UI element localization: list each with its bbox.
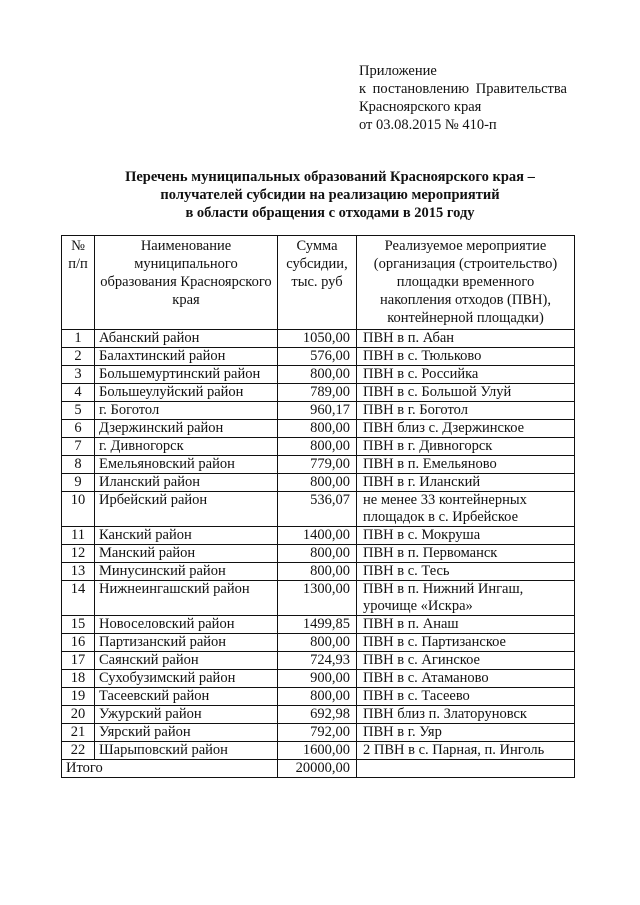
row-sum: 692,98 bbox=[278, 706, 357, 724]
row-name: Канский район bbox=[95, 527, 278, 545]
table-row bbox=[62, 616, 575, 634]
row-num: 3 bbox=[62, 366, 95, 384]
document-title bbox=[60, 168, 600, 222]
row-name: Большеулуйский район bbox=[95, 384, 278, 402]
table-row bbox=[62, 402, 575, 420]
table-row bbox=[62, 420, 575, 438]
row-sum: 1499,85 bbox=[278, 616, 357, 634]
row-sum: 576,00 bbox=[278, 348, 357, 366]
table-body bbox=[62, 330, 575, 760]
row-measure: ПВН в с. Партизанское bbox=[357, 634, 575, 652]
row-measure: ПВН в с. Тюльково bbox=[357, 348, 575, 366]
row-num: 15 bbox=[62, 616, 95, 634]
row-sum: 800,00 bbox=[278, 366, 357, 384]
row-num: 17 bbox=[62, 652, 95, 670]
row-num: 9 bbox=[62, 474, 95, 492]
row-name: Партизанский район bbox=[95, 634, 278, 652]
row-sum: 800,00 bbox=[278, 474, 357, 492]
row-name: Балахтинский район bbox=[95, 348, 278, 366]
appendix-date: от 03.08.2015 № 410-п bbox=[359, 117, 497, 133]
row-num: 22 bbox=[62, 742, 95, 760]
table-row bbox=[62, 742, 575, 760]
row-sum: 792,00 bbox=[278, 724, 357, 742]
row-name: Шарыповский район bbox=[95, 742, 278, 760]
table-row bbox=[62, 384, 575, 402]
table-row bbox=[62, 348, 575, 366]
row-num: 10 bbox=[62, 492, 95, 527]
subsidy-table bbox=[61, 235, 575, 778]
appendix-region: Красноярского края bbox=[359, 99, 482, 115]
table-row bbox=[62, 634, 575, 652]
row-name: Минусинский район bbox=[95, 563, 278, 581]
row-num: 2 bbox=[62, 348, 95, 366]
table-row bbox=[62, 724, 575, 742]
row-name: Иланский район bbox=[95, 474, 278, 492]
appendix-label: Приложение bbox=[359, 63, 437, 79]
appendix-decree: к постановлению Правительства bbox=[359, 81, 567, 97]
row-name: Уярский район bbox=[95, 724, 278, 742]
appendix-block bbox=[359, 62, 567, 134]
title-line-3: в области обращения с отходами в 2015 году bbox=[185, 205, 475, 221]
row-name: Емельяновский район bbox=[95, 456, 278, 474]
row-num: 11 bbox=[62, 527, 95, 545]
row-measure: ПВН в п. Абан bbox=[357, 330, 575, 348]
total-row bbox=[62, 760, 575, 778]
table-row bbox=[62, 581, 575, 616]
row-num: 5 bbox=[62, 402, 95, 420]
row-sum: 789,00 bbox=[278, 384, 357, 402]
row-measure: ПВН в п. Анаш bbox=[357, 616, 575, 634]
row-measure: ПВН близ с. Дзержинское bbox=[357, 420, 575, 438]
row-num: 19 bbox=[62, 688, 95, 706]
table-row bbox=[62, 706, 575, 724]
row-sum: 800,00 bbox=[278, 438, 357, 456]
row-sum: 800,00 bbox=[278, 634, 357, 652]
row-name: Новоселовский район bbox=[95, 616, 278, 634]
row-name: г. Дивногорск bbox=[95, 438, 278, 456]
row-sum: 1300,00 bbox=[278, 581, 357, 616]
table-row bbox=[62, 474, 575, 492]
row-measure: ПВН в г. Иланский bbox=[357, 474, 575, 492]
row-num: 4 bbox=[62, 384, 95, 402]
row-sum: 800,00 bbox=[278, 420, 357, 438]
row-sum: 724,93 bbox=[278, 652, 357, 670]
row-name: Большемуртинский район bbox=[95, 366, 278, 384]
row-measure: ПВН в с. Мокруша bbox=[357, 527, 575, 545]
row-measure: ПВН в г. Боготол bbox=[357, 402, 575, 420]
row-sum: 779,00 bbox=[278, 456, 357, 474]
title-line-1: Перечень муниципальных образований Красноярского края – bbox=[125, 169, 535, 185]
table-row bbox=[62, 492, 575, 527]
row-num: 14 bbox=[62, 581, 95, 616]
header-measure: Реализуемое мероприятие (организация (строительство) площадки временного накопления отходов (ПВН), контейнерной площадки) bbox=[357, 236, 575, 330]
row-sum: 800,00 bbox=[278, 545, 357, 563]
table-row bbox=[62, 456, 575, 474]
title-line-2: получателей субсидии на реализацию мероприятий bbox=[160, 187, 500, 203]
row-num: 13 bbox=[62, 563, 95, 581]
table-row bbox=[62, 527, 575, 545]
table-row bbox=[62, 438, 575, 456]
row-num: 12 bbox=[62, 545, 95, 563]
row-sum: 800,00 bbox=[278, 563, 357, 581]
row-measure: ПВН в с. Большой Улуй bbox=[357, 384, 575, 402]
table-header-row bbox=[62, 236, 575, 330]
row-measure: ПВН в г. Уяр bbox=[357, 724, 575, 742]
row-name: г. Боготол bbox=[95, 402, 278, 420]
row-measure: ПВН в п. Первоманск bbox=[357, 545, 575, 563]
row-sum: 800,00 bbox=[278, 688, 357, 706]
row-measure: ПВН близ п. Златоруновск bbox=[357, 706, 575, 724]
row-name: Тасеевский район bbox=[95, 688, 278, 706]
row-measure: ПВН в с. Атаманово bbox=[357, 670, 575, 688]
table-row bbox=[62, 330, 575, 348]
row-name: Сухобузимский район bbox=[95, 670, 278, 688]
row-measure: ПВН в с. Агинское bbox=[357, 652, 575, 670]
row-measure: ПВН в с. Тесь bbox=[357, 563, 575, 581]
row-measure: не менее 33 контейнерных площадок в с. Ирбейское bbox=[357, 492, 575, 527]
table-row bbox=[62, 670, 575, 688]
row-sum: 1400,00 bbox=[278, 527, 357, 545]
row-sum: 960,17 bbox=[278, 402, 357, 420]
row-sum: 1600,00 bbox=[278, 742, 357, 760]
row-measure: ПВН в с. Российка bbox=[357, 366, 575, 384]
row-num: 8 bbox=[62, 456, 95, 474]
header-name: Наименование муниципального образования Красноярского края bbox=[95, 236, 278, 330]
table-row bbox=[62, 688, 575, 706]
row-name: Манский район bbox=[95, 545, 278, 563]
table-row bbox=[62, 652, 575, 670]
row-measure: ПВН в с. Тасеево bbox=[357, 688, 575, 706]
row-num: 18 bbox=[62, 670, 95, 688]
row-name: Абанский район bbox=[95, 330, 278, 348]
row-name: Нижнеингашский район bbox=[95, 581, 278, 616]
row-num: 20 bbox=[62, 706, 95, 724]
row-sum: 1050,00 bbox=[278, 330, 357, 348]
row-sum: 900,00 bbox=[278, 670, 357, 688]
row-measure: ПВН в п. Емельяново bbox=[357, 456, 575, 474]
row-measure: ПВН в п. Нижний Ингаш, урочище «Искра» bbox=[357, 581, 575, 616]
total-sum: 20000,00 bbox=[278, 760, 357, 778]
row-name: Дзержинский район bbox=[95, 420, 278, 438]
header-sum: Сумма субсидии, тыс. руб bbox=[278, 236, 357, 330]
row-name: Ирбейский район bbox=[95, 492, 278, 527]
total-measure bbox=[357, 760, 575, 778]
total-label: Итого bbox=[62, 760, 278, 778]
row-measure: ПВН в г. Дивногорск bbox=[357, 438, 575, 456]
row-num: 16 bbox=[62, 634, 95, 652]
row-num: 7 bbox=[62, 438, 95, 456]
header-num: № п/п bbox=[62, 236, 95, 330]
row-num: 1 bbox=[62, 330, 95, 348]
row-name: Ужурский район bbox=[95, 706, 278, 724]
row-num: 21 bbox=[62, 724, 95, 742]
row-measure: 2 ПВН в с. Парная, п. Инголь bbox=[357, 742, 575, 760]
table-row bbox=[62, 563, 575, 581]
row-num: 6 bbox=[62, 420, 95, 438]
table-row bbox=[62, 545, 575, 563]
row-sum: 536,07 bbox=[278, 492, 357, 527]
row-name: Саянский район bbox=[95, 652, 278, 670]
table-row bbox=[62, 366, 575, 384]
